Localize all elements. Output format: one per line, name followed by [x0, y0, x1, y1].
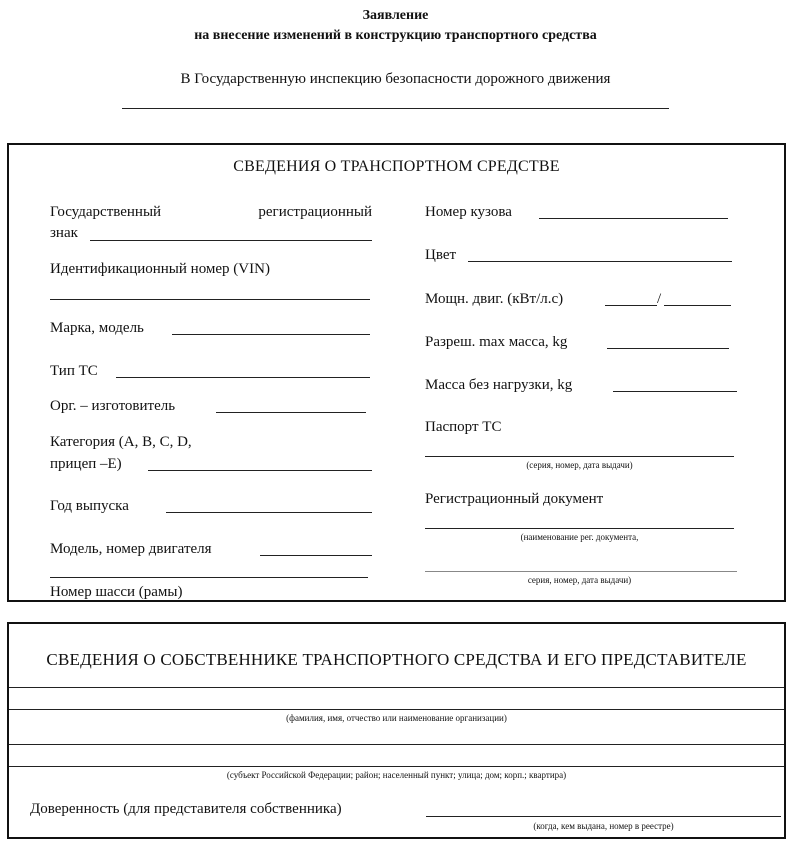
category-label-line2: прицеп –E) — [50, 456, 122, 472]
owner-section-title: СВЕДЕНИЯ О СОБСТВЕННИКЕ ТРАНСПОРТНОГО СРЕДСТВА И ЕГО ПРЕДСТАВИТЕЛЕ — [46, 650, 747, 669]
power-kw-field[interactable] — [605, 305, 657, 306]
vin-field[interactable] — [50, 299, 370, 300]
owner-address-field-2[interactable] — [9, 766, 784, 767]
reg-sign-word3: знак — [50, 225, 78, 241]
power-hp-field[interactable] — [664, 305, 731, 306]
owner-name-field-1[interactable] — [9, 687, 784, 688]
reg-doc-label: Регистрационный документ — [425, 491, 604, 507]
reg-sign-label — [50, 203, 372, 221]
max-mass-field[interactable] — [607, 348, 729, 349]
reg-doc-field-2[interactable] — [425, 571, 737, 572]
engine-field[interactable] — [260, 555, 372, 556]
passport-label: Паспорт ТС — [425, 419, 502, 435]
owner-address-field-1[interactable] — [9, 744, 784, 745]
make-model-field[interactable] — [172, 334, 370, 335]
type-label: Тип ТС — [50, 363, 98, 379]
body-label: Номер кузова — [425, 204, 512, 220]
color-label: Цвет — [425, 247, 457, 263]
form-subtitle: на внесение изменений в конструкцию транспортного средства — [194, 28, 597, 43]
power-separator: / — [657, 291, 662, 307]
reg-sign-field[interactable] — [90, 240, 372, 241]
poa-hint: (когда, кем выдана, номер в реестре) — [533, 821, 674, 831]
category-label-line1: Категория (A, B, C, D, — [50, 434, 192, 450]
reg-doc-hint2: серия, номер, дата выдачи) — [527, 575, 632, 585]
type-field[interactable] — [116, 377, 370, 378]
power-label: Мощн. двиг. (кВт/л.с) — [425, 291, 564, 307]
chassis-label: Номер шасси (рамы) — [50, 584, 183, 600]
owner-name-field-2[interactable] — [9, 709, 784, 710]
vin-label: Идентификационный номер (VIN) — [50, 261, 270, 277]
year-field[interactable] — [166, 512, 372, 513]
manufacturer-field[interactable] — [216, 412, 366, 413]
addressee-line[interactable] — [122, 108, 669, 109]
vehicle-section-title: СВЕДЕНИЯ О ТРАНСПОРТНОМ СРЕДСТВЕ — [233, 158, 560, 175]
year-label: Год выпуска — [50, 498, 129, 514]
owner-name-hint: (фамилия, имя, отчество или наименование организации) — [286, 713, 507, 723]
owner-address-hint: (субъект Российской Федерации; район; населенный пункт; улица; дом; корп.; квартира) — [226, 770, 567, 780]
unladen-mass-label: Масса без нагрузки, kg — [425, 377, 573, 393]
manufacturer-label: Орг. – изготовитель — [50, 398, 176, 414]
body-field[interactable] — [539, 218, 728, 219]
color-field[interactable] — [468, 261, 732, 262]
poa-label: Доверенность (для представителя собственника) — [30, 801, 342, 817]
reg-sign-word2: регистрационный — [258, 204, 372, 220]
make-model-label: Марка, модель — [50, 320, 144, 336]
reg-doc-hint1: (наименование рег. документа, — [520, 532, 639, 542]
poa-field[interactable] — [426, 816, 781, 817]
form-title: Заявление — [362, 8, 429, 23]
category-field[interactable] — [148, 470, 372, 471]
addressee-label: В Государственную инспекцию безопасности дорожного движения — [180, 71, 611, 87]
engine-field-extra[interactable] — [50, 577, 368, 578]
unladen-mass-field[interactable] — [613, 391, 737, 392]
passport-hint: (серия, номер, дата выдачи) — [526, 460, 633, 470]
reg-sign-word1: Государственный — [50, 204, 162, 220]
passport-field[interactable] — [425, 456, 734, 457]
max-mass-label: Разреш. max масса, kg — [425, 334, 568, 350]
engine-label: Модель, номер двигателя — [50, 541, 212, 557]
reg-doc-field[interactable] — [425, 528, 734, 529]
